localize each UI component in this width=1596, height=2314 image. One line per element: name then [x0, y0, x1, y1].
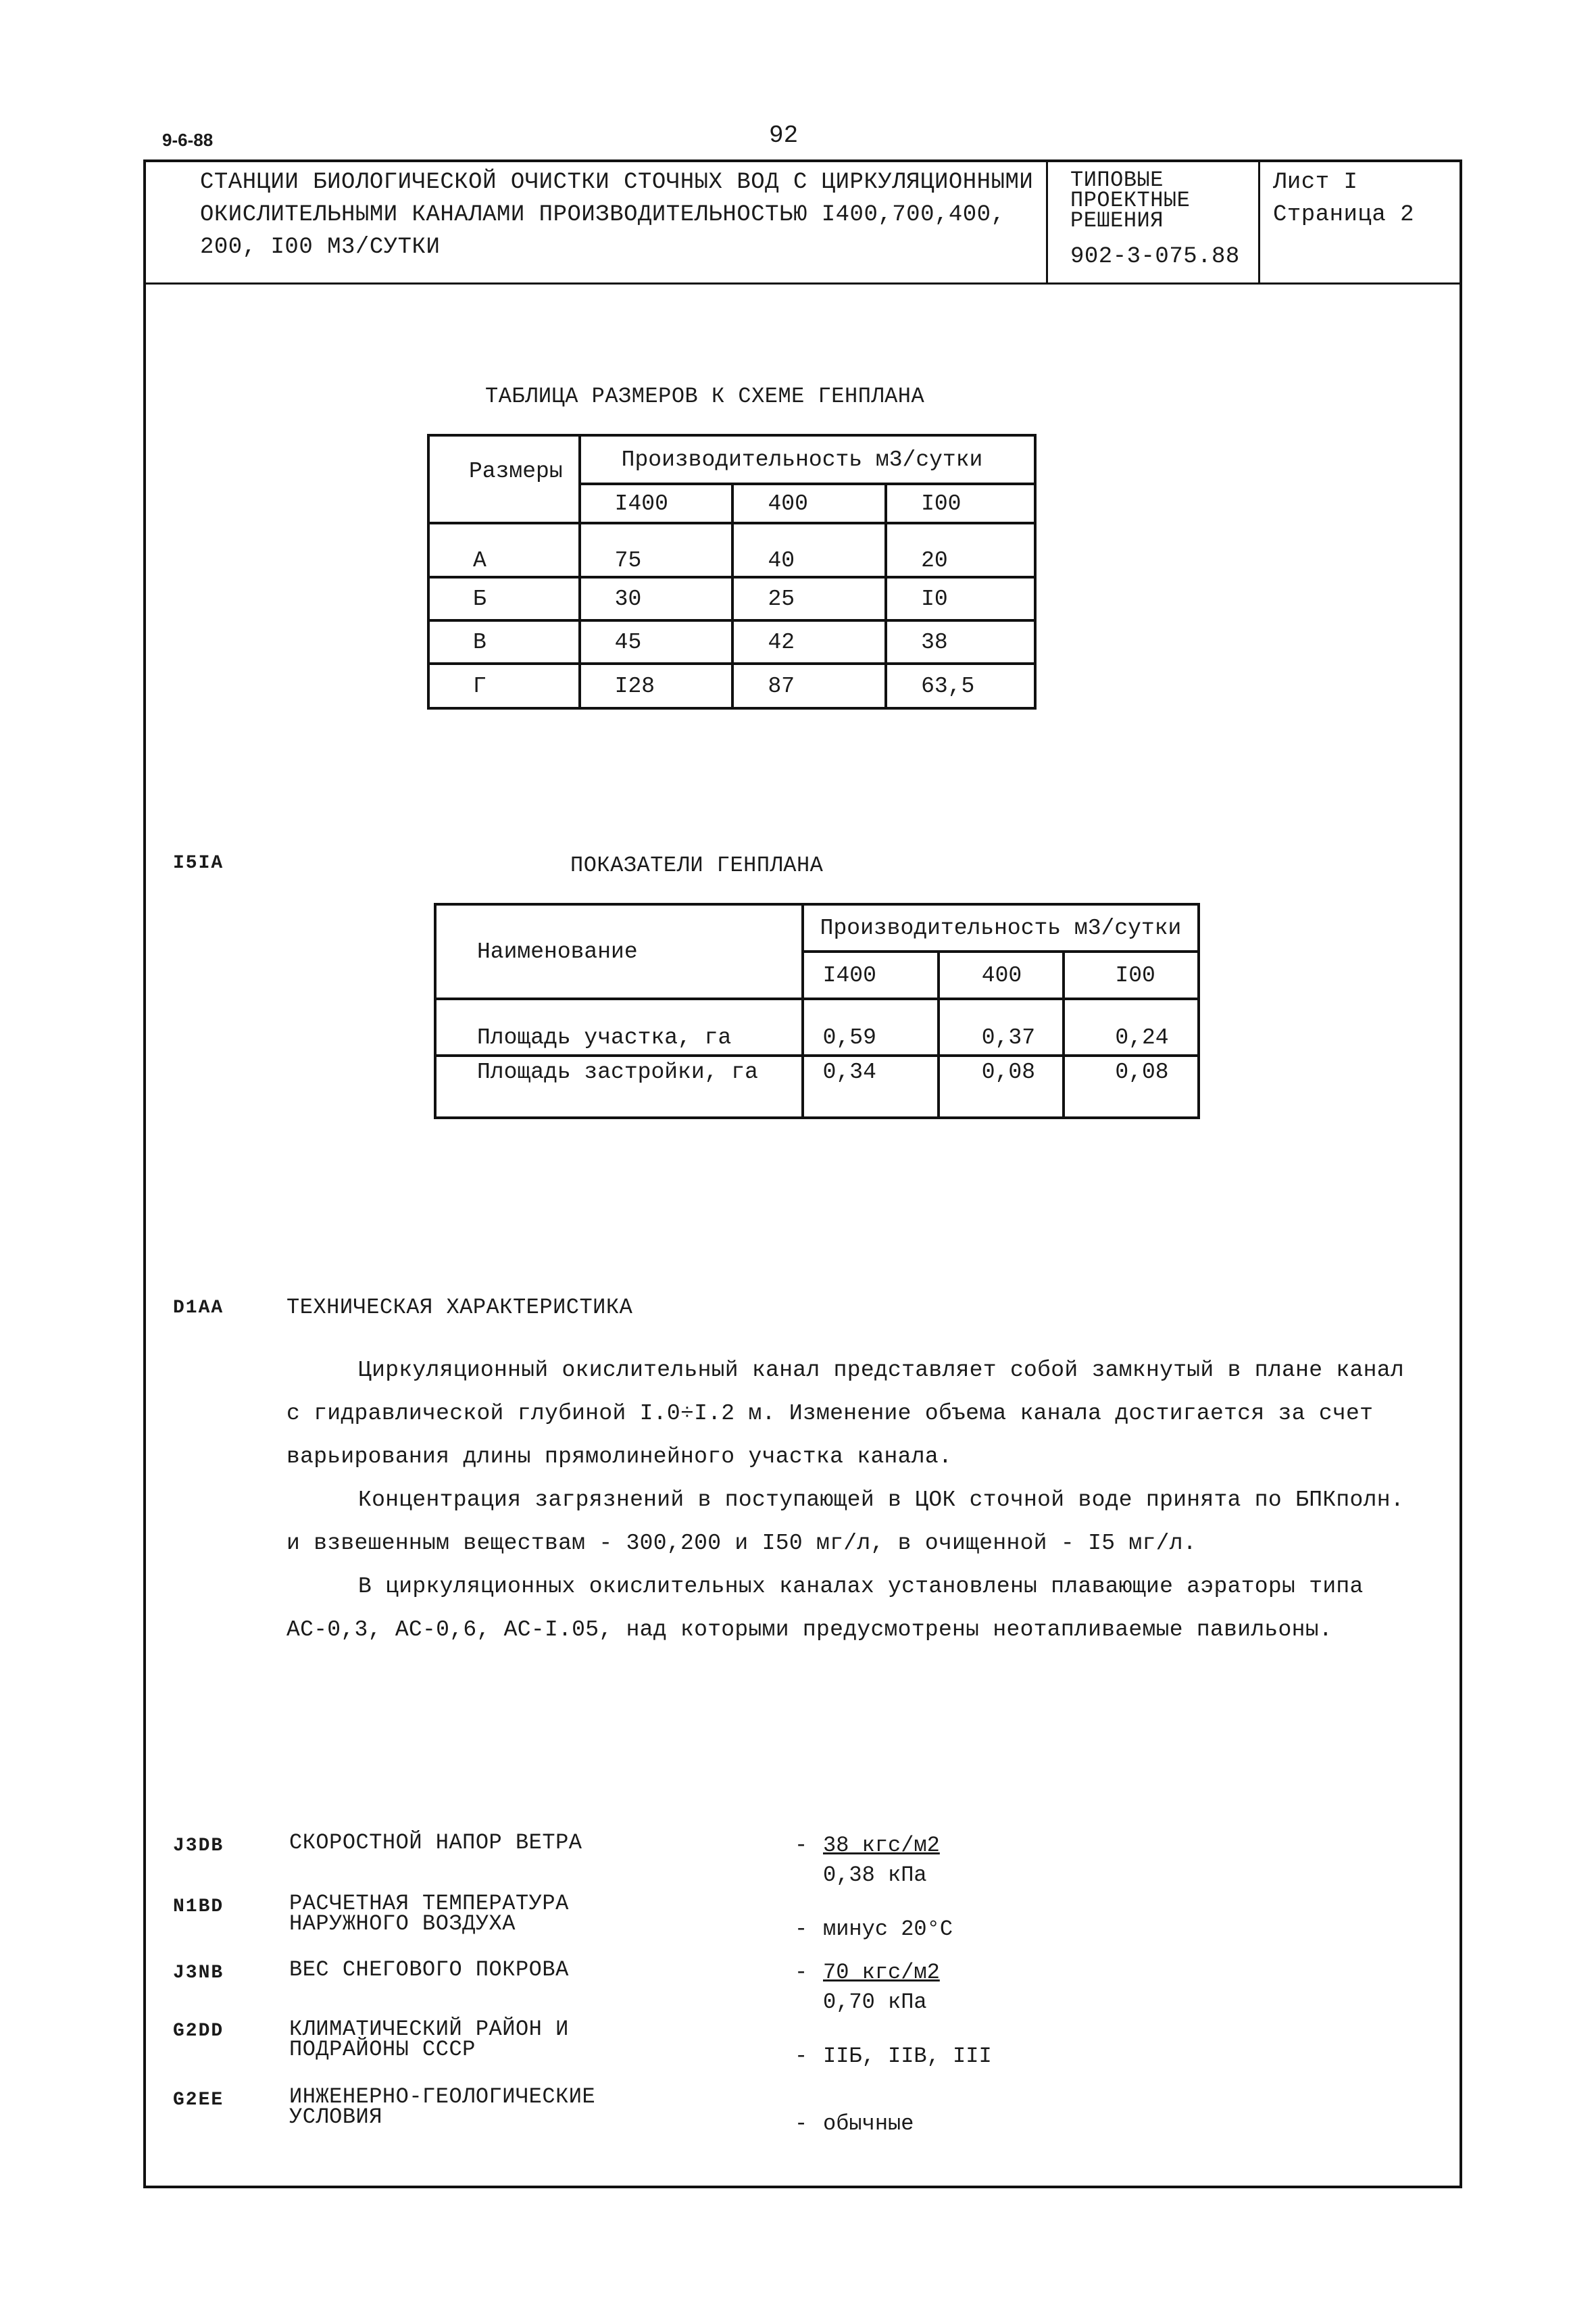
table1-cell: 25 — [732, 577, 886, 620]
table1-cell: 63,5 — [886, 664, 1035, 708]
page-label: Страница 2 — [1273, 202, 1415, 228]
table1-row-label: Б — [428, 577, 580, 620]
param-code: G2DD — [173, 2021, 224, 2042]
table1-cell: 42 — [732, 620, 886, 664]
table2-capacity: I400 — [803, 952, 939, 999]
table2-cell: 0,34 — [803, 1056, 939, 1118]
table1-row-label: А — [428, 523, 580, 577]
param-value: 38 кгс/м2 — [823, 1833, 940, 1858]
document-title — [200, 166, 1033, 264]
table-row — [428, 620, 1035, 664]
param-label-line: УСЛОВИЯ — [289, 2104, 382, 2130]
param-label-line: РАСЧЕТНАЯ ТЕМПЕРАТУРА — [289, 1891, 569, 1916]
param-code: N1BD — [173, 1896, 224, 1917]
param-dash: - — [795, 2111, 808, 2136]
param-code: J3NB — [173, 1963, 224, 1984]
table1-cell: 38 — [886, 620, 1035, 664]
table2-col-header: Наименование — [435, 904, 803, 999]
text-line: и взвешенным веществам - 300,200 и I50 мг/л, в очищенной - I5 мг/л. — [286, 1531, 1197, 1556]
table1-caption: ТАБЛИЦА РАЗМЕРОВ К СХЕМЕ ГЕНПЛАНА — [485, 384, 925, 409]
series-label — [1070, 170, 1190, 231]
param-code: J3DB — [173, 1836, 224, 1856]
param-dash: - — [795, 2044, 808, 2069]
table1-capacity: I400 — [580, 484, 733, 523]
table1-group-header: Производительность м3/сутки — [580, 435, 1035, 484]
table2-code: I5IA — [173, 853, 224, 874]
table1-capacity: 400 — [732, 484, 886, 523]
param-label: ВЕС СНЕГОВОГО ПОКРОВА — [289, 1957, 569, 1982]
header-divider — [143, 282, 1462, 285]
sheet-number: Лист I — [1273, 170, 1358, 195]
table2-cell: 0,37 — [939, 999, 1064, 1056]
table1-row-label: В — [428, 620, 580, 664]
table-row — [435, 999, 1199, 1056]
table2-caption: ПОКАЗАТЕЛИ ГЕНПЛАНА — [570, 853, 824, 878]
series-line: РЕШЕНИЯ — [1070, 208, 1164, 233]
table2-capacity: I00 — [1064, 952, 1199, 999]
param-code: G2EE — [173, 2090, 224, 2111]
text-line: варьирования длины прямолинейного участка канала. — [286, 1444, 953, 1469]
series-line: ТИПОВЫЕ — [1070, 168, 1164, 193]
series-line: ПРОЕКТНЫЕ — [1070, 188, 1191, 213]
param-label — [289, 1891, 569, 1936]
param-dash: - — [795, 1833, 808, 1858]
table2-capacity: 400 — [939, 952, 1064, 999]
param-value: обычные — [823, 2111, 914, 2136]
param-value-si: 0,70 кПа — [823, 1990, 927, 2015]
table2-cell: 0,08 — [1064, 1056, 1199, 1118]
table1-col-header: Размеры — [428, 435, 580, 484]
table1-cell: I0 — [886, 577, 1035, 620]
param-label-line: НАРУЖНОГО ВОЗДУХА — [289, 1911, 516, 1936]
table2-cell: 0,59 — [803, 999, 939, 1056]
table1-cell: 75 — [580, 523, 733, 577]
param-dash: - — [795, 1917, 808, 1942]
table-row — [428, 523, 1035, 577]
page-number: 92 — [769, 122, 799, 149]
title-line: 200, I00 М3/СУТКИ — [200, 235, 441, 260]
param-value: 70 кгс/м2 — [823, 1960, 940, 1985]
table2-group-header: Производительность м3/сутки — [803, 904, 1199, 952]
text-line: АС-0,3, АС-0,6, АС-I.05, над которыми предусмотрены неотапливаемые павильоны. — [286, 1617, 1332, 1642]
table1-cell: 30 — [580, 577, 733, 620]
text-line: В циркуляционных окислительных каналах установлены плавающие аэраторы типа — [358, 1574, 1364, 1599]
text-line: с гидравлической глубиной I.0÷I.2 м. Изменение объема канала достигается за счет — [286, 1401, 1374, 1426]
title-line: ОКИСЛИТЕЛЬНЫМИ КАНАЛАМИ ПРОИЗВОДИТЕЛЬНОСТЬЮ I400,700,400, — [200, 202, 1005, 228]
text-line: Циркуляционный окислительный канал представляет собой замкнутый в плане канал — [358, 1358, 1404, 1383]
param-value: минус 20°С — [823, 1917, 953, 1942]
param-label-line: КЛИМАТИЧЕСКИЙ РАЙОН И — [289, 2017, 569, 2042]
table1-row-label: Г — [428, 664, 580, 708]
param-label-line: ИНЖЕНЕРНО-ГЕОЛОГИЧЕСКИЕ — [289, 2084, 596, 2109]
table2-cell: 0,08 — [939, 1056, 1064, 1118]
header-divider-v2 — [1258, 159, 1260, 284]
header-divider-v1 — [1046, 159, 1048, 284]
table1-cell: 45 — [580, 620, 733, 664]
table-row — [428, 664, 1035, 708]
param-value: IIБ, IIВ, III — [823, 2044, 992, 2069]
param-label — [289, 2084, 596, 2130]
param-value-si: 0,38 кПа — [823, 1863, 927, 1888]
table2-cell: 0,24 — [1064, 999, 1199, 1056]
dimensions-table — [427, 434, 1037, 710]
table-row — [428, 577, 1035, 620]
table1-cell: 87 — [732, 664, 886, 708]
param-label: СКОРОСТНОЙ НАПОР ВЕТРА — [289, 1830, 582, 1855]
table2-row-label: Площадь застройки, га — [435, 1056, 803, 1118]
doc-date: 9-6-88 — [162, 130, 214, 150]
series-code: 902-3-075.88 — [1070, 244, 1240, 270]
table1-cell: I28 — [580, 664, 733, 708]
text-line: Концентрация загрязнений в поступающей в ЦОК сточной воде принята по БПКполн. — [358, 1487, 1404, 1512]
tech-code: D1AA — [173, 1298, 224, 1319]
table1-cell: 20 — [886, 523, 1035, 577]
param-label — [289, 2019, 569, 2060]
title-line: СТАНЦИИ БИОЛОГИЧЕСКОЙ ОЧИСТКИ СТОЧНЫХ ВОД С ЦИРКУЛЯЦИОННЫМИ — [200, 170, 1034, 195]
param-label-line: ПОДРАЙОНЫ СССР — [289, 2037, 476, 2062]
indicators-table — [434, 903, 1200, 1119]
table1-cell: 40 — [732, 523, 886, 577]
table-row — [435, 1056, 1199, 1118]
table1-capacity: I00 — [886, 484, 1035, 523]
param-dash: - — [795, 1960, 808, 1985]
tech-heading: ТЕХНИЧЕСКАЯ ХАРАКТЕРИСТИКА — [286, 1295, 633, 1320]
tech-description — [286, 1349, 1435, 1652]
table2-row-label: Площадь участка, га — [435, 999, 803, 1056]
